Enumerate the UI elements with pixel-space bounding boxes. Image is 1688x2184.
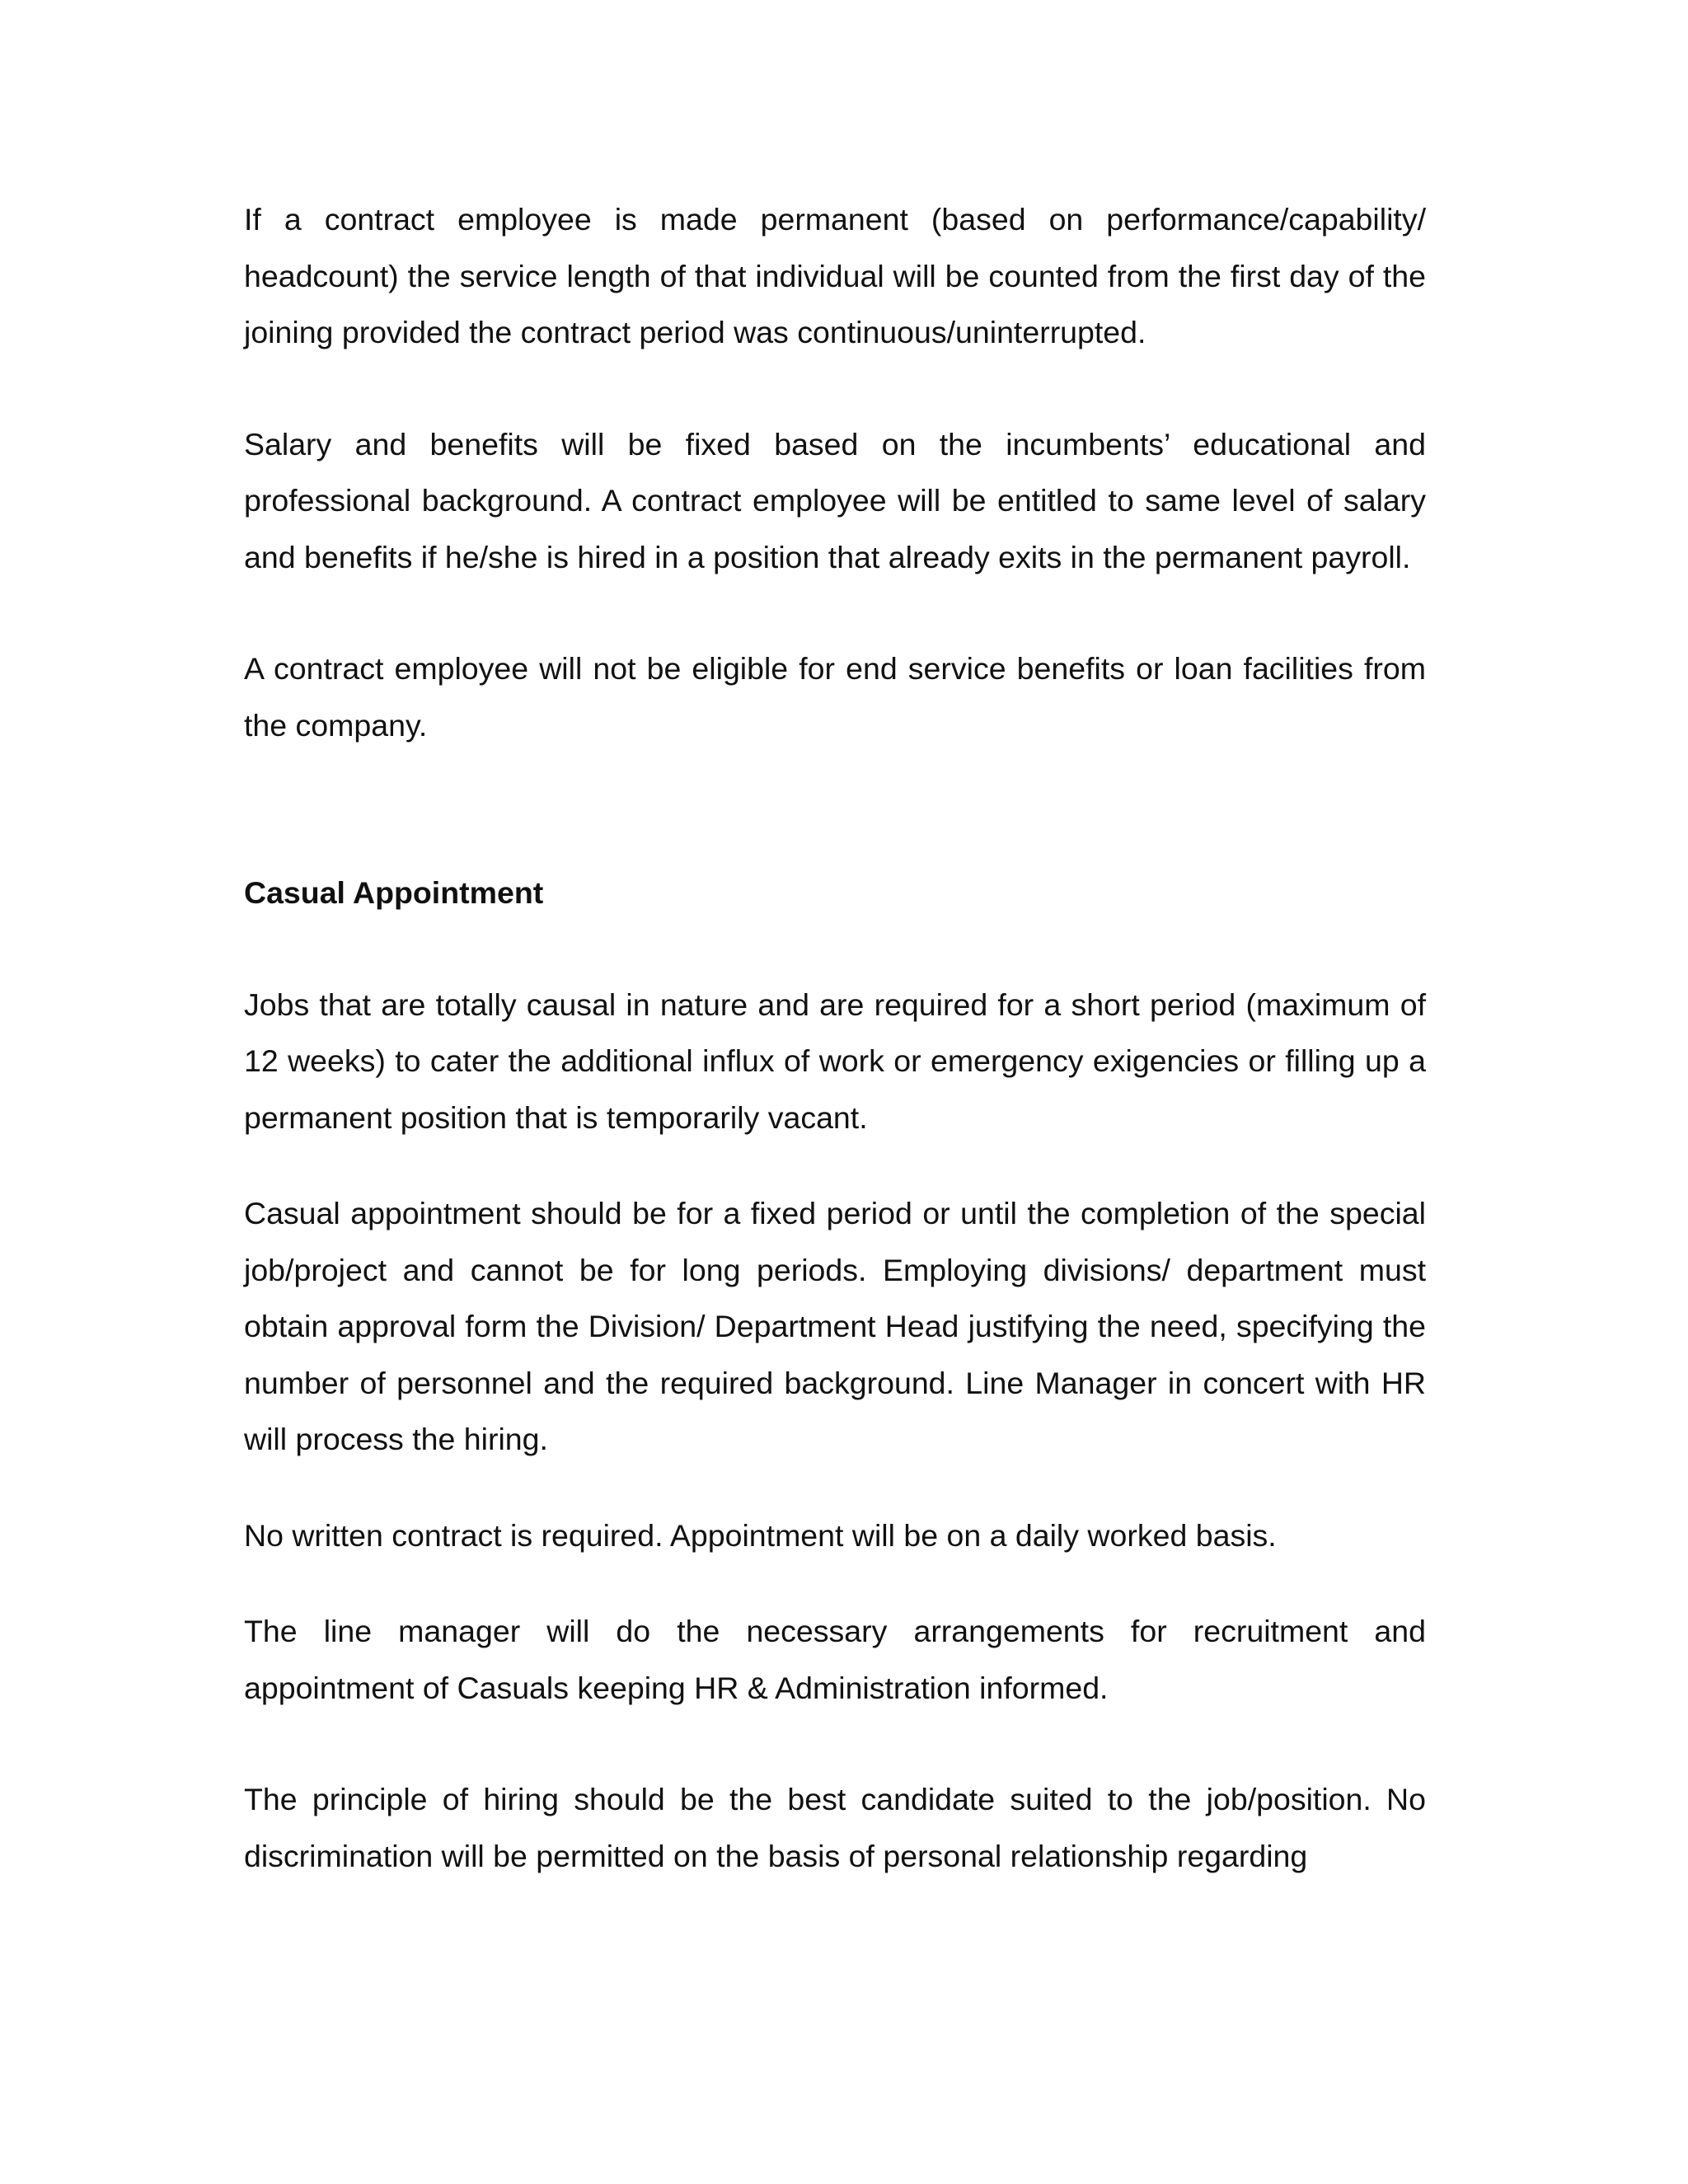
paragraph-casual-appointment-period: Casual appointment should be for a fixed period or until the completion of the special job/project and cannot be for long periods. Employing divisions/ department must obtain approval form the Division/ Department Head justifying the need, specifying the number of personnel and the required background. Line Manager in concert with HR will process the hiring. bbox=[244, 1196, 1426, 1456]
paragraph-no-written-contract: No written contract is required. Appointment will be on a daily worked basis. bbox=[244, 1517, 1277, 1553]
document-body bbox=[244, 191, 1426, 1884]
paragraph-salary-and-benefits: Salary and benefits will be fixed based on the incumbents’ educational and professional background. A contract employee will be entitled to same level of salary and benefits if he/she is hired in a position that already exits in the permanent payroll. bbox=[244, 426, 1426, 574]
section-heading-casual-appointment: Casual Appointment bbox=[244, 875, 544, 910]
paragraph-casual-jobs-definition: Jobs that are totally causal in nature and are required for a short period (maximum of 12 weeks) to cater the additional influx of work or emergency exigencies or filling up a permanent position that is temporarily vacant. bbox=[244, 987, 1426, 1135]
paragraph-hiring-principle: The principle of hiring should be the best candidate suited to the job/position. No discrimination will be permitted on the basis of personal relationship regarding bbox=[244, 1782, 1426, 1873]
paragraph-contract-end-service-benefits: A contract employee will not be eligible for end service benefits or loan facilities from the company. bbox=[244, 651, 1426, 743]
paragraph-line-manager-arrangements: The line manager will do the necessary arrangements for recruitment and appointment of Casuals keeping HR & Administration informed. bbox=[244, 1614, 1426, 1705]
paragraph-contract-permanent-service-length: If a contract employee is made permanent (based on performance/capability/ headcount) the service length of that individual will be counted from the first day of the joining provided the contract period was continuous/uninterrupted. bbox=[244, 202, 1426, 349]
